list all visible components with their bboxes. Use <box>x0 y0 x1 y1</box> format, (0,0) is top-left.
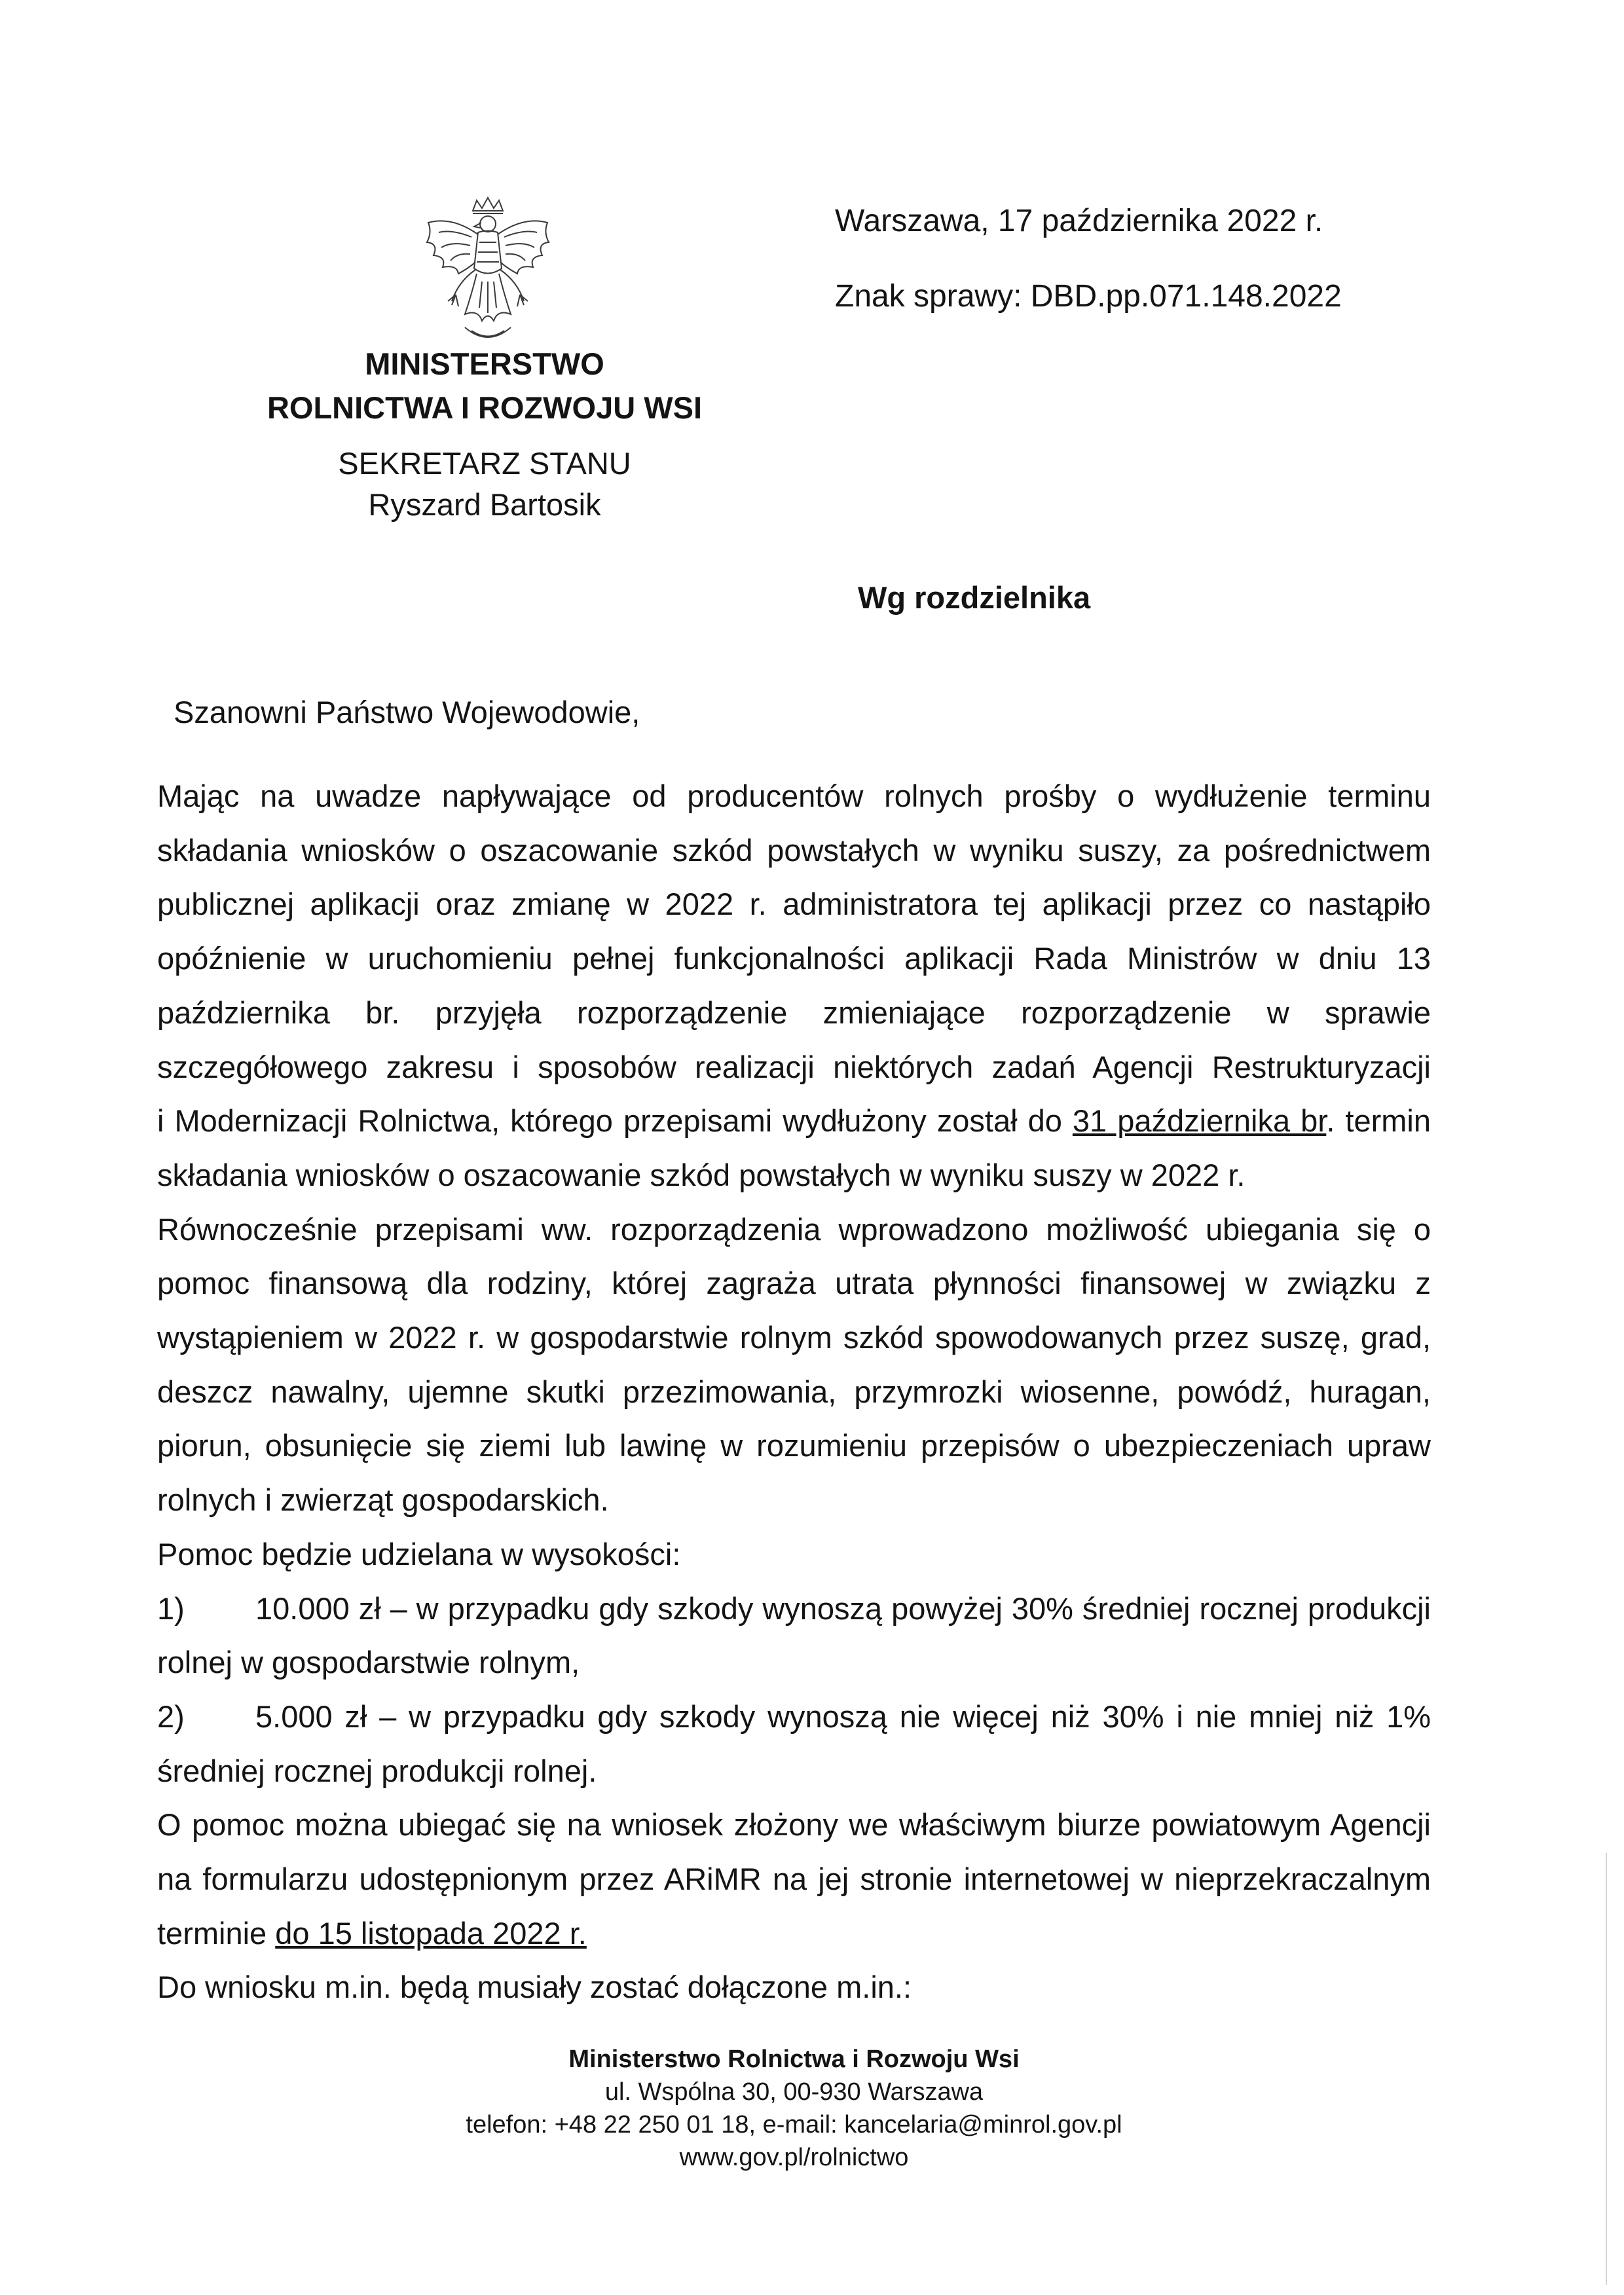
footer-contact: telefon: +48 22 250 01 18, e-mail: kancelaria@minrol.gov.pl <box>466 2111 1122 2139</box>
body-line: piorun, obsunięcie się ziemi lub lawinę w rozumieniu przepisów o ubezpieczeniach upraw <box>157 1428 1431 1463</box>
list-item-text: 10.000 zł – w przypadku gdy szkody wynoszą powyżej 30% średniej rocznej produkcji <box>255 1590 1431 1626</box>
body-line: O pomoc można ubiegać się na wniosek złożony we właściwym biurze powiatowym Agencji <box>157 1807 1431 1843</box>
list-item-number: 1) <box>157 1590 185 1626</box>
deadline-underlined: do 15 listopada 2022 r. <box>275 1915 587 1951</box>
case-number: Znak sprawy: DBD.pp.071.148.2022 <box>835 279 1342 314</box>
body-line: na formularzu udostępnionym przez ARiMR na jej stronie internetowej w nieprzekraczalnym <box>157 1862 1431 1897</box>
footer-address: ul. Wspólna 30, 00-930 Warszawa <box>604 2078 984 2106</box>
footer <box>157 2043 1431 2174</box>
ministry-name-line1: MINISTERSTWO <box>365 346 604 381</box>
scan-edge-line <box>1606 1853 1607 2285</box>
list-item <box>157 1690 1431 1744</box>
footer-org: Ministerstwo Rolnictwa i Rozwoju Wsi <box>568 2046 1020 2073</box>
body-line: deszcz nawalny, ujemne skutki przezimowania, przymrozki wiosenne, powódź, huragan, <box>157 1374 1431 1409</box>
body-line: opóźnienie w uruchomieniu pełnej funkcjonalności aplikacji Rada Ministrów w dniu 13 <box>157 941 1431 976</box>
signatory-name: Ryszard Bartosik <box>368 487 601 522</box>
polish-eagle-emblem-icon <box>419 196 557 347</box>
body-line <box>157 1907 1431 1961</box>
body-text: terminie <box>157 1915 276 1951</box>
recipient-line: Wg rozdzielnika <box>858 580 1091 615</box>
body-line <box>157 1094 1431 1148</box>
letter-body <box>157 769 1431 2015</box>
body-line: Do wniosku m.in. będą musiały zostać dołączone m.in.: <box>157 1970 912 2005</box>
ministry-name-line2: ROLNICTWA I ROZWOJU WSI <box>267 390 703 425</box>
list-item-text: 5.000 zł – w przypadku gdy szkody wynoszą nie więcej niż 30% i nie mniej niż 1% <box>255 1698 1431 1734</box>
list-item-continuation: rolnej w gospodarstwie rolnym, <box>157 1645 580 1680</box>
body-line: października br. przyjęła rozporządzenie zmieniające rozporządzenie w sprawie <box>157 995 1431 1030</box>
body-line: publicznej aplikacji oraz zmianę w 2022 r. administratora tej aplikacji przez co nastąpiło <box>157 887 1431 922</box>
list-item-number: 2) <box>157 1698 185 1734</box>
body-text: i Modernizacji Rolnictwa, którego przepisami wydłużony został do <box>157 1103 1073 1139</box>
footer-website: www.gov.pl/rolnictwo <box>679 2144 909 2171</box>
list-item <box>157 1582 1431 1636</box>
body-line: składania wniosków o oszacowanie szkód powstałych w wyniku suszy w 2022 r. <box>157 1157 1246 1192</box>
body-line: Równocześnie przepisami ww. rozporządzenia wprowadzono możliwość ubiegania się o <box>157 1211 1431 1247</box>
deadline-underlined: 31 października br <box>1072 1103 1327 1139</box>
position-title: SEKRETARZ STANU <box>338 446 631 481</box>
place-and-date: Warszawa, 17 października 2022 r. <box>835 204 1323 238</box>
body-line: Pomoc będzie udzielana w wysokości: <box>157 1536 681 1571</box>
body-line: wystąpieniem w 2022 r. w gospodarstwie rolnym szkód spowodowanych przez suszę, grad, <box>157 1320 1431 1355</box>
body-line: Mając na uwadze napływające od producentów rolnych prośby o wydłużenie terminu <box>157 779 1431 813</box>
body-line: pomoc finansową dla rodziny, której zagraża utrata płynności finansowej w związku z <box>157 1266 1431 1301</box>
body-text: . termin <box>1326 1103 1431 1139</box>
list-item-continuation: średniej rocznej produkcji rolnej. <box>157 1753 597 1788</box>
body-line: składania wniosków o oszacowanie szkód powstałych w wyniku suszy, za pośrednictwem <box>157 832 1431 868</box>
body-line: szczegółowego zakresu i sposobów realizacji niektórych zadań Agencji Restrukturyzacji <box>157 1049 1431 1084</box>
salutation: Szanowni Państwo Wojewodowie, <box>174 695 640 729</box>
body-line: rolnych i zwierząt gospodarskich. <box>157 1482 609 1518</box>
